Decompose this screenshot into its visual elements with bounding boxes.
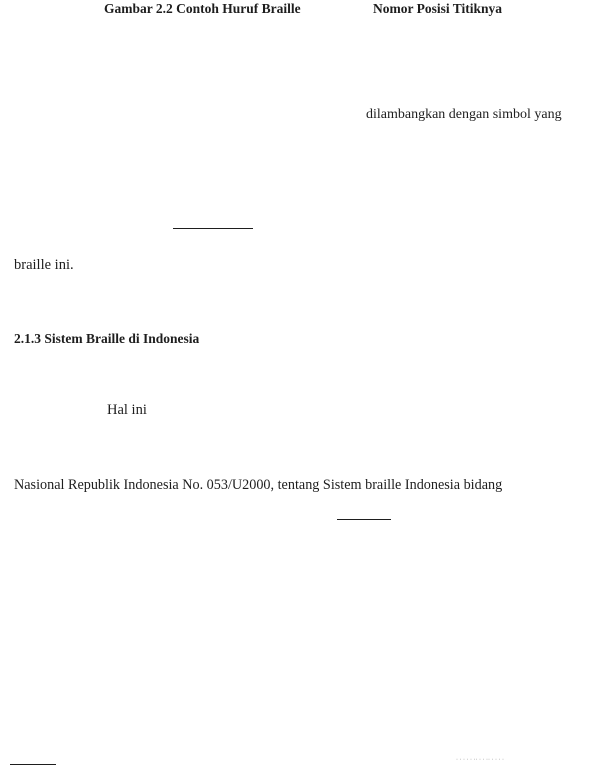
paragraph-line-symbol: dilambangkan dengan simbol yang <box>366 107 562 122</box>
paragraph-line-hal: Hal ini <box>107 402 147 418</box>
section-heading: 2.1.3 Sistem Braille di Indonesia <box>14 331 200 346</box>
text-underline-segment <box>173 228 253 229</box>
figure-caption-right: Nomor Posisi Titiknya <box>373 1 503 16</box>
footnote-separator <box>10 764 56 765</box>
figure-caption-left: Gambar 2.2 Contoh Huruf Braille <box>104 1 301 16</box>
paragraph-line-nasional: Nasional Republik Indonesia No. 053/U2000, tentang Sistem braille Indonesia bidang <box>14 477 503 493</box>
paragraph-line-braille: braille ini. <box>14 257 74 273</box>
footnote-text: · · · · · ·· · · ·· · · · · <box>456 757 504 763</box>
text-underline-segment-2 <box>337 519 391 520</box>
